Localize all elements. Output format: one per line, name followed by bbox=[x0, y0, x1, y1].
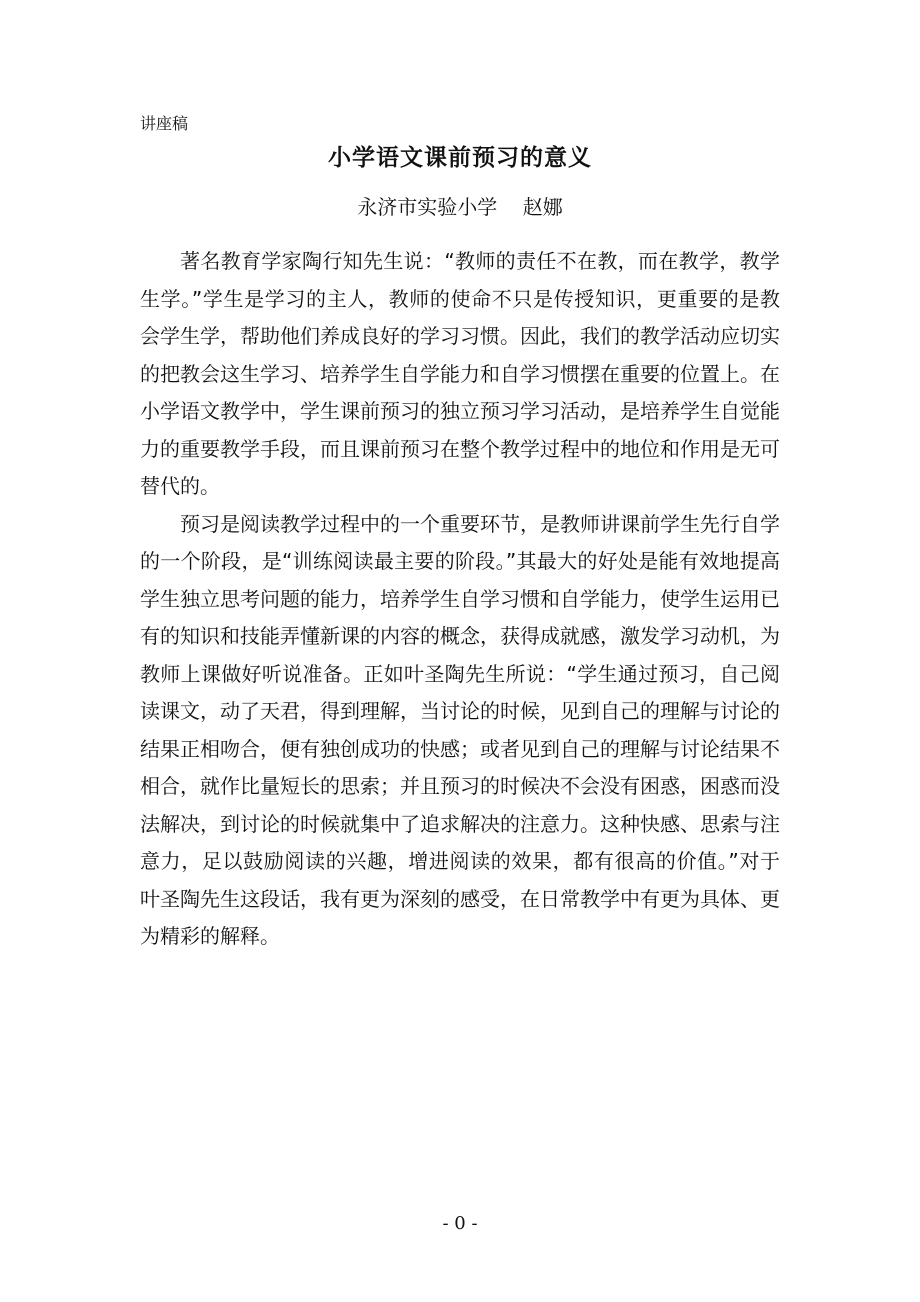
page-number: - 0 - bbox=[442, 1213, 478, 1234]
paragraph: 预习是阅读教学过程中的一个重要环节，是教师讲课前学生先行自学的一个阶段，是“训练阅读最主要的阶段。”其最大的好处是能有效地提高学生独立思考问题的能力，培养学生自学习惯和自学能力，使学生运用已有的知识和技能弄懂新课的内容的概念，获得成就感，激发学习动机，为教师上课做好听说准备。正如叶圣陶先生所说：“学生通过预习，自己阅读课文，动了天君，得到理解，当讨论的时候，见到自己的理解与讨论的结果正相吻合，便有独创成功的快感；或者见到自己的理解与讨论结果不相合，就作比量短长的思索；并且预习的时候决不会没有困惑，困惑而没法解决，到讨论的时候就集中了追求解决的注意力。这种快感、思索与注意力，足以鼓励阅读的兴趣，增进阅读的效果，都有很高的价值。”对于叶圣陶先生这段话，我有更为深刻的感受，在日常教学中有更为具体、更为精彩的解释。 bbox=[140, 511, 780, 948]
document-body bbox=[140, 243, 780, 956]
document-title: 小学语文课前预习的意义 bbox=[328, 145, 592, 171]
document-label: 讲座稿 bbox=[140, 114, 189, 133]
paragraph: 著名教育学家陶行知先生说：“教师的责任不在教，而在教学，教学生学。”学生是学习的主人，教师的使命不只是传授知识，更重要的是教会学生学，帮助他们养成良好的学习习惯。因此，我们的教学活动应切实的把教会这生学习、培养学生自学能力和自学习惯摆在重要的位置上。在小学语文教学中，学生课前预习的独立预习学习活动，是培养学生自觉能力的重要教学手段，而且课前预习在整个教学过程中的地位和作用是无可替代的。 bbox=[140, 249, 780, 498]
document-author: 永济市实验小学 赵娜 bbox=[357, 195, 563, 219]
